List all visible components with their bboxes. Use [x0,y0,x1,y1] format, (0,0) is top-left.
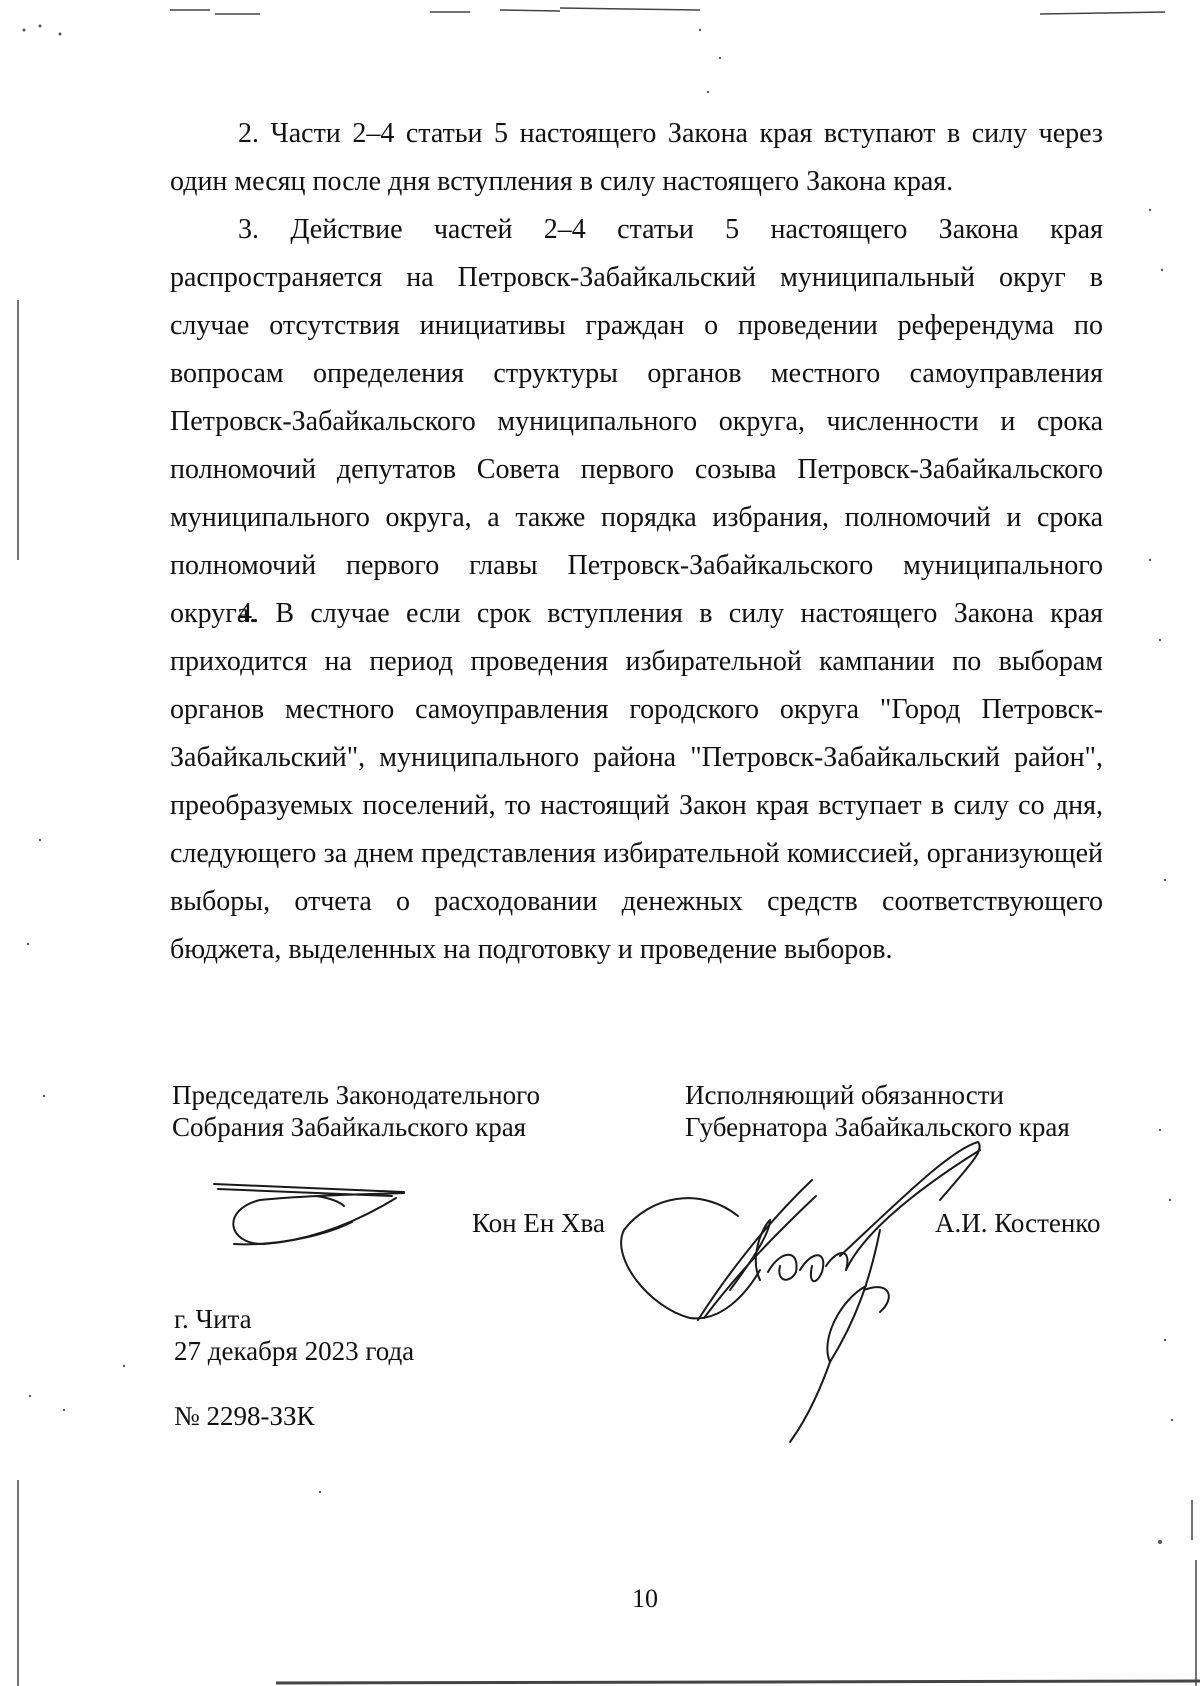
page-number: 10 [632,1584,658,1613]
right-signature [621,1142,980,1442]
place: г. Чита [174,1304,252,1334]
law-number: № 2298-ЗЗК [174,1401,315,1431]
left-title-line2: Собрания Забайкальского края [172,1112,527,1142]
paragraph-4: 4. В случае если срок вступления в силу настоящего Закона края приходится на период проведения избирательной кампании по выборам органов местного самоуправления городского округа "Город Петровск-Забайкальский", муниципального района "Петровск-Забайкальский район", преобразуемых поселений, то настоящий Закон края вступает в силу со дня, следующего за днем представления избирательной комиссией, организующей выборы, отчета о расходовании денежных средств соответствующего бюджета, выделенных на подготовку и проведение выборов. [170,598,1103,965]
right-signatory-title [685,1079,1070,1143]
right-title-line1: Исполняющий обязанности [685,1080,1004,1110]
left-signatory-name: Кон Ен Хва [472,1208,605,1238]
paragraph-3: 3. Действие частей 2–4 статьи 5 настоящего Закона края распространяется на Петровск-Забайкальский муниципальный округ в случае отсутствия инициативы граждан о проведении референдума по вопросам определения структуры органов местного самоуправления Петровск-Забайкальского муниципального округа, численности и срока полномочий депутатов Совета первого созыва Петровск-Забайкальского муниципального округа, а также порядка избрания, полномочий и срока полномочий первого главы Петровск-Забайкальского муниципального округа. [170,214,1103,629]
left-signatory-title [172,1079,540,1143]
date: 27 декабря 2023 года [174,1336,415,1366]
left-title-line1: Председатель Законодательного [172,1080,541,1110]
left-signature [214,1184,404,1244]
right-title-line2: Губернатора Забайкальского края [685,1112,1070,1142]
right-signatory-name: А.И. Костенко [935,1208,1101,1238]
paragraph-2: 2. Части 2–4 статьи 5 настоящего Закона края вступают в силу через один месяц после дня вступления в силу настоящего Закона края. [170,118,1103,197]
